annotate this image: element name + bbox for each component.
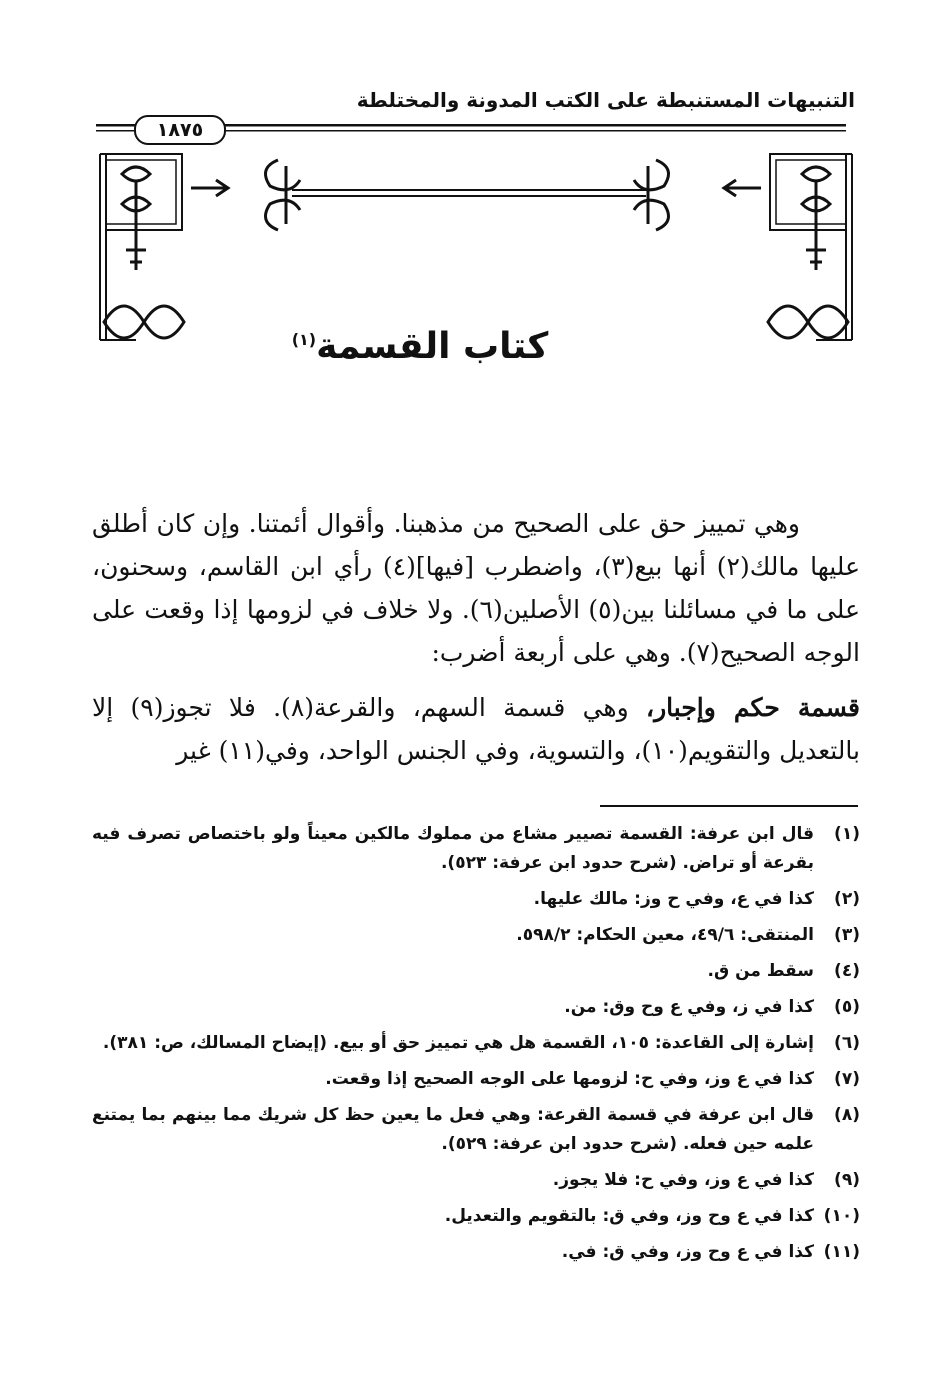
- footnote: [92, 993, 860, 1022]
- footnote-number: (٩): [834, 1170, 860, 1190]
- footnote-text: قال ابن عرفة: القسمة تصيير مشاع من مملوك مالكين معيناً ولو باختصاص تصرف فيه بقرعة أو تراض. (شرح حدود ابن عرفة: ٥٢٣).: [92, 824, 814, 873]
- footnote: [92, 820, 860, 878]
- footnote-text: المنتقى: ٤٩/٦، معين الحكام: ٥٩٨/٢.: [516, 925, 814, 945]
- chapter-title: [220, 326, 620, 367]
- footnote: [92, 1202, 860, 1231]
- footnote-text: كذا في ع وح وز، وفي ق: بالتقويم والتعديل.: [444, 1206, 814, 1226]
- footnote-number: (٥): [834, 997, 860, 1017]
- footnote-number: (٦): [834, 1033, 860, 1053]
- footnote-text: كذا في ع، وفي ح وز: مالك عليها.: [533, 889, 814, 909]
- page-number: ١٨٧٥: [134, 115, 226, 145]
- footnote-rule: [600, 805, 858, 807]
- frame-left-flourish: [104, 167, 228, 338]
- paragraph-lead: قسمة حكم وإجبار،: [646, 693, 860, 722]
- body-text: [92, 502, 860, 784]
- footnotes: [92, 820, 860, 1274]
- footnote-number: (٣): [834, 925, 860, 945]
- footnote-number: (١١): [823, 1242, 860, 1262]
- footnote-text: كذا في ع وح وز، وفي ق: في.: [561, 1242, 814, 1262]
- body-paragraph-2: [92, 686, 860, 772]
- running-title: التنبيهات المستنبطة على الكتب المدونة والمختلطة: [356, 88, 855, 112]
- footnote: [92, 1166, 860, 1195]
- paragraph-rest: وهي قسمة السهم، والقرعة(٨). فلا تجوز(٩) إلا بالتعديل والتقويم(١٠)، والتسوية، وفي الجنس الواحد، وفي(١١) غير: [92, 693, 860, 765]
- footnote: [92, 1101, 860, 1159]
- footnote: [92, 1238, 860, 1267]
- footnote-number: (٧): [834, 1069, 860, 1089]
- footnote-number: (٢): [834, 889, 860, 909]
- footnote-number: (١): [834, 824, 860, 844]
- footnote-number: (٤): [834, 961, 860, 981]
- frame-right-flourish: [724, 167, 848, 338]
- footnote: [92, 921, 860, 950]
- chapter-title-note: (١): [291, 330, 317, 349]
- footnote: [92, 1029, 860, 1058]
- footnote-text: كذا في ع وز، وفي ح: فلا يجوز.: [552, 1170, 814, 1190]
- footnote: [92, 957, 860, 986]
- footnote-text: كذا في ز، وفي ع وح وق: من.: [564, 997, 814, 1017]
- footnote: [92, 885, 860, 914]
- footnote-text: إشارة إلى القاعدة: ١٠٥، القسمة هل هي تمييز حق أو بيع. (إيضاح المسالك، ص: ٣٨١).: [102, 1033, 814, 1053]
- body-paragraph-1: وهي تمييز حق على الصحيح من مذهبنا. وأقوال أئمتنا. وإن كان أطلق عليها مالك(٢) أنها بيع(٣)، واضطرب [فيها](٤) رأي ابن القاسم، وسحنون، على ما في مسائلنا بين(٥) الأصلين(٦). ولا خلاف في لزومها إذا وقعت على الوجه الصحيح(٧). وهي على أربعة أضرب:: [92, 509, 860, 667]
- chapter-title-text: كتاب القسمة: [316, 326, 549, 367]
- footnote-number: (١٠): [823, 1206, 860, 1226]
- footnote: [92, 1065, 860, 1094]
- footnote-text: كذا في ع وز، وفي ح: لزومها على الوجه الصحيح إذا وقعت.: [325, 1069, 814, 1089]
- footnote-number: (٨): [834, 1105, 860, 1125]
- footnote-text: قال ابن عرفة في قسمة القرعة: وهي فعل ما يعين حظ كل شريك مما بينهم بما يمتنع علمه حين فعله. (شرح حدود ابن عرفة: ٥٢٩).: [92, 1105, 814, 1154]
- footnote-text: سقط من ق.: [707, 961, 814, 981]
- frame-top-rule: [292, 190, 646, 196]
